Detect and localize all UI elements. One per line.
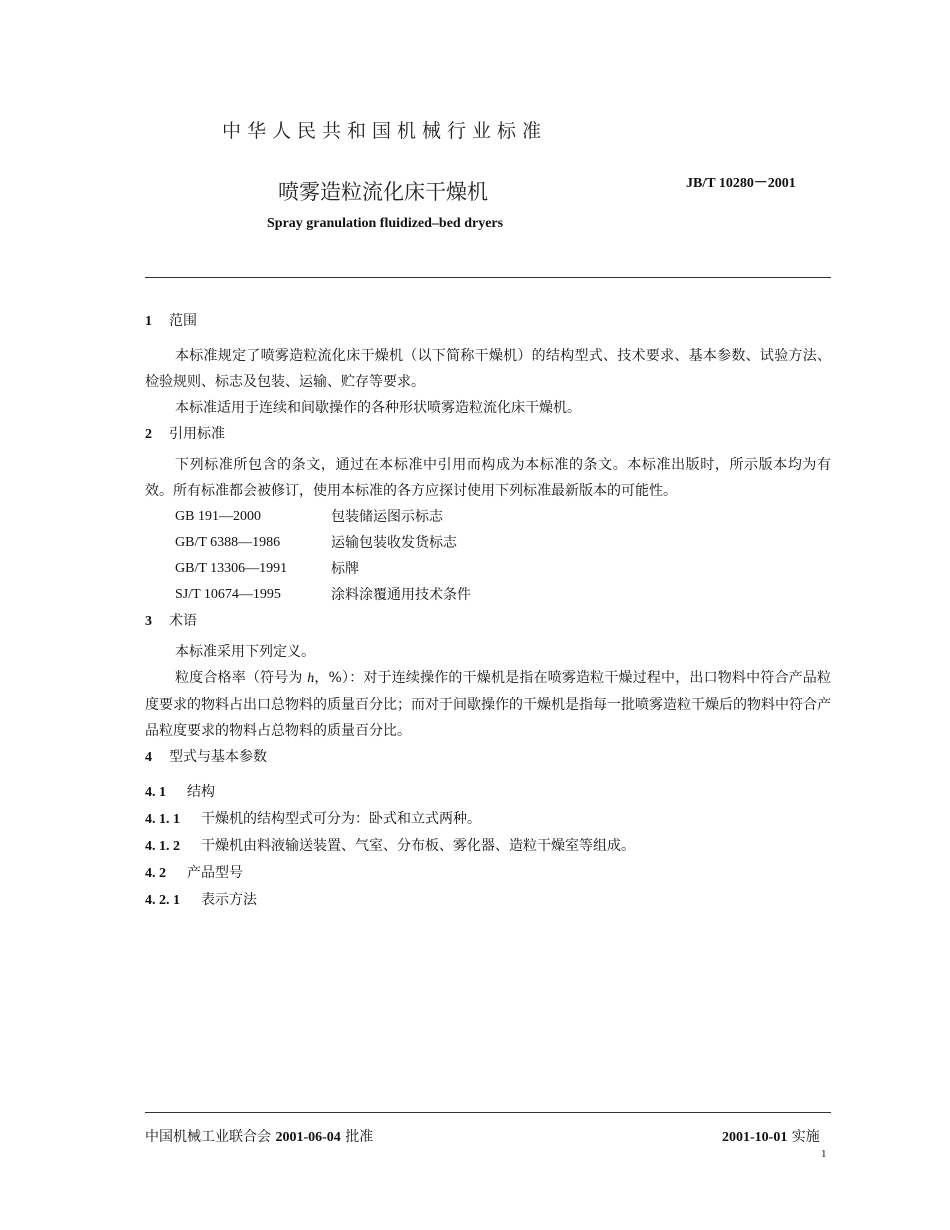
clause-text: 干燥机由料液输送装置、气室、分布板、雾化器、造粒干燥室等组成。	[201, 838, 635, 854]
paragraph: 本标准规定了喷雾造粒流化床干燥机（以下简称干燥机）的结构型式、技术要求、基本参数、试验方法、检验规则、标志及包装、运输、贮存等要求。	[145, 348, 831, 390]
section-number: 1	[145, 314, 152, 329]
reference-item	[145, 556, 831, 582]
section-terms	[145, 608, 831, 744]
reference-name: 运输包装收发货标志	[331, 535, 457, 551]
reference-name: 标牌	[331, 561, 359, 577]
reference-item	[145, 530, 831, 556]
clause-text: 表示方法	[201, 892, 257, 908]
approve-label: 批准	[345, 1129, 374, 1145]
definition-text: ，%）：对于连续操作的干燥机是指在喷雾造粒干燥过程中，出口物料中符合产品粒度要求的物料占出口总物料的质量百分比；而对于间歇操作的干燥机是指每一批喷雾造粒干燥后的物料中符合产品粒度要求的物料占总物料的质量百分比。	[145, 670, 831, 739]
document-title-en: Spray granulation fluidized–bed dryers	[267, 216, 504, 231]
section-heading	[145, 308, 831, 335]
clause-number: 4. 1. 1	[145, 812, 180, 827]
reference-item	[145, 504, 831, 530]
approval-info	[145, 1126, 373, 1146]
clause-number: 4. 2. 1	[145, 893, 180, 908]
section-number: 3	[145, 614, 152, 629]
subsection-title: 结构	[187, 784, 215, 800]
section-heading	[145, 744, 831, 771]
approve-date: 2001-06-04	[275, 1130, 341, 1145]
subsection-number: 4. 1	[145, 785, 166, 800]
paragraph: 下列标准所包含的条文，通过在本标准中引用而构成为本标准的条文。本标准出版时，所示版本均为有效。所有标准都会被修订，使用本标准的各方应探讨使用下列标准最新版本的可能性。	[145, 457, 831, 499]
page-number: 1	[821, 1148, 827, 1160]
definition-paragraph	[145, 665, 831, 744]
issuer: 中国机械工业联合会	[145, 1129, 271, 1145]
paragraph: 本标准适用于连续和间歇操作的各种形状喷雾造粒流化床干燥机。	[175, 400, 581, 416]
section-title: 范围	[169, 313, 197, 329]
reference-code: GB/T 13306—1991	[175, 561, 288, 576]
reference-item	[145, 582, 831, 608]
document-body	[145, 308, 831, 914]
effective-info	[722, 1126, 820, 1146]
standard-number: JB/T 10280－2001	[686, 176, 796, 191]
reference-code: GB 191—2000	[175, 509, 261, 524]
header-divider	[145, 277, 831, 278]
section-title: 引用标准	[169, 426, 225, 442]
footer-divider	[145, 1112, 831, 1113]
standard-category: 中华人民共和国机械行业标准	[222, 120, 548, 142]
section-heading	[145, 421, 831, 448]
definition-text: 粒度合格率（符号为	[175, 670, 308, 686]
clause	[145, 887, 831, 914]
section-types-parameters	[145, 744, 831, 914]
effective-label: 实施	[791, 1129, 820, 1145]
section-number: 4	[145, 750, 152, 765]
clause-text: 干燥机的结构型式可分为：卧式和立式两种。	[201, 811, 481, 827]
subsection-number: 4. 2	[145, 866, 166, 881]
clause-number: 4. 1. 2	[145, 839, 180, 854]
paragraph: 本标准采用下列定义。	[175, 644, 315, 660]
section-number: 2	[145, 427, 152, 442]
reference-code: GB/T 6388—1986	[175, 535, 281, 550]
reference-code: SJ/T 10674—1995	[175, 587, 281, 602]
section-scope	[145, 308, 831, 421]
document-title-cn: 喷雾造粒流化床干燥机	[278, 180, 488, 204]
subsection-heading	[145, 860, 831, 887]
subsection-title: 产品型号	[187, 865, 243, 881]
section-title: 型式与基本参数	[169, 749, 267, 765]
section-title: 术语	[169, 613, 197, 629]
subsection-heading	[145, 779, 831, 806]
effective-date: 2001-10-01	[722, 1130, 788, 1145]
reference-name: 涂料涂覆通用技术条件	[331, 587, 471, 603]
symbol: h	[307, 671, 315, 686]
section-heading	[145, 608, 831, 635]
clause	[145, 806, 831, 833]
section-normative-references	[145, 421, 831, 608]
reference-name: 包装储运图示标志	[331, 509, 443, 525]
clause	[145, 833, 831, 860]
